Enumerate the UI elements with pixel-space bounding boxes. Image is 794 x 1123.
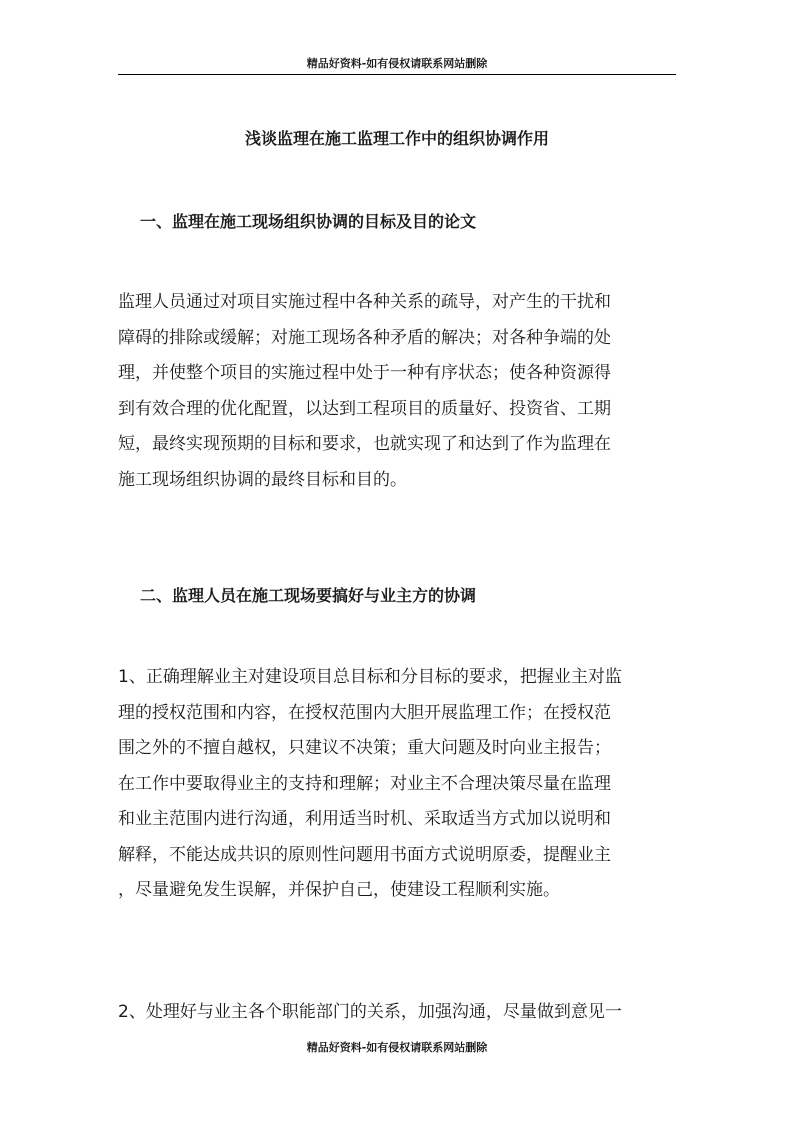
- text-line: 短，最终实现预期的目标和要求，也就实现了和达到了作为监理在: [118, 434, 611, 454]
- text-line: 障碍的排除或缓解；对施工现场各种矛盾的解决；对各种争端的处: [118, 327, 611, 348]
- text-line: 1、正确理解业主对建设项目总目标和分目标的要求，把握业主对监: [118, 667, 622, 687]
- page-header: 精品好资料-如有侵权请联系网站删除: [118, 56, 676, 75]
- text-line: 围之外的不擅自越权，只建议不决策；重大问题及时向业主报告；: [118, 738, 611, 758]
- section-2-paragraph-2: [118, 995, 680, 1031]
- text-line: 在工作中要取得业主的支持和理解；对业主不合理决策尽量在监理: [118, 773, 611, 794]
- text-line: 到有效合理的优化配置，以达到工程项目的质量好、投资省、工期: [118, 398, 611, 419]
- page-footer: 精品好资料-如有侵权请联系网站删除: [306, 1041, 488, 1054]
- text-line: 理，并使整个项目的实施过程中处于一种有序状态；使各种资源得: [118, 363, 611, 383]
- section-1-paragraph-1: [118, 285, 680, 498]
- document-title: 浅谈监理在施工监理工作中的组织协调作用: [244, 129, 549, 148]
- section-2-paragraph-1: [118, 660, 680, 909]
- text-line: 施工现场组织协调的最终目标和目的。: [118, 469, 407, 490]
- text-line: 和业主范围内进行沟通，利用适当时机、采取适当方式加以说明和: [118, 809, 611, 829]
- text-line: 解释，不能达成共识的原则性问题用书面方式说明原委，提醒业主: [118, 844, 611, 865]
- text-line: 监理人员通过对项目实施过程中各种关系的疏导，对产生的干扰和: [118, 292, 611, 312]
- section-heading-2: 二、监理人员在施工现场要搞好与业主方的协调: [140, 586, 477, 605]
- text-line: ，尽量避免发生误解，并保护自己，使建设工程顺利实施。: [118, 880, 560, 900]
- text-line: 2、处理好与业主各个职能部门的关系，加强沟通，尽量做到意见一: [118, 1002, 622, 1022]
- text-line: 理的授权范围和内容，在授权范围内大胆开展监理工作；在授权范: [118, 702, 611, 723]
- section-heading-1: 一、监理在施工现场组织协调的目标及目的论文: [140, 212, 477, 231]
